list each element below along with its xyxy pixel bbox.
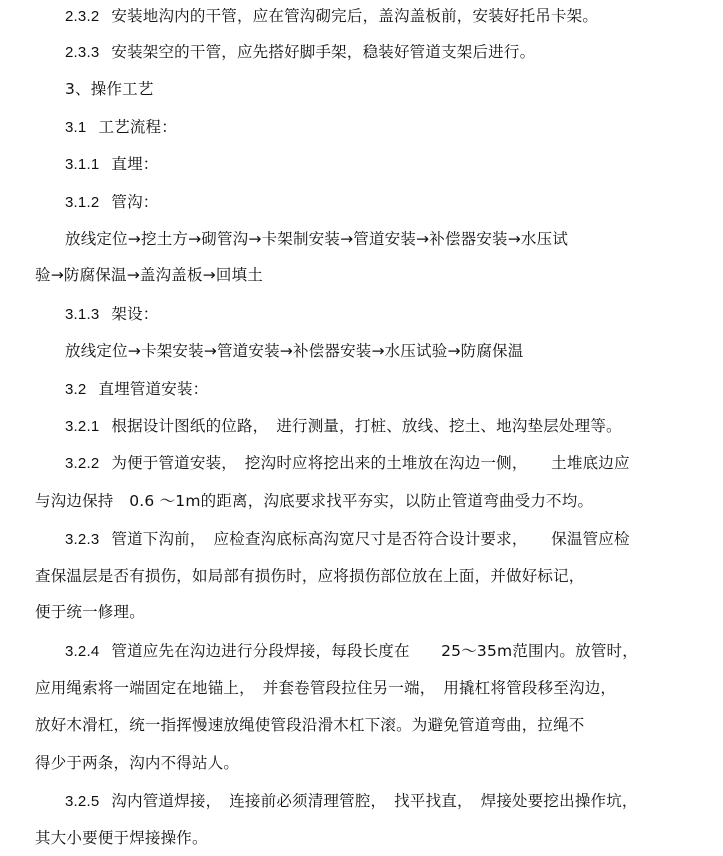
clause-number: 3.2.1 bbox=[65, 418, 100, 435]
section-heading bbox=[65, 79, 154, 99]
line-3-2-2-continued bbox=[35, 491, 593, 511]
clause-number: 3.2.3 bbox=[65, 531, 100, 548]
clause-text: 管沟： bbox=[111, 193, 159, 211]
clause-number: 3.2.5 bbox=[65, 793, 100, 810]
clause-text: 沟内管道焊接， 连接前必须清理管腔， 找平找直， 焊接处要挖出操作坑， bbox=[111, 792, 638, 810]
line-3-2-4-continued bbox=[35, 753, 239, 773]
line-3-1-3 bbox=[65, 304, 158, 325]
line-3-2 bbox=[65, 379, 208, 400]
paragraph-text: 放线定位→挖土方→砌管沟→卡架制安装→管道安装→补偿器安装→水压试 bbox=[65, 230, 569, 248]
clause-text: 安装架空的干管，应先搭好脚手架，稳装好管道支架后进行。 bbox=[111, 43, 536, 61]
line-3-2-3 bbox=[65, 529, 630, 550]
line-3-2-2 bbox=[65, 453, 630, 474]
paragraph-text: 放好木滑杠，统一指挥慢速放绳使管段沿滑木杠下滚。为避免管道弯曲，拉绳不 bbox=[35, 716, 585, 734]
clause-number: 3.1 bbox=[65, 119, 87, 136]
clause-text: 为便于管道安装， 挖沟时应将挖出来的土堆放在沟边一侧， 土堆底边应 bbox=[111, 454, 630, 472]
process-flow-line bbox=[65, 341, 523, 361]
clause-number: 2.3.2 bbox=[65, 8, 100, 25]
clause-number: 3.1.2 bbox=[65, 194, 100, 211]
paragraph-text: 便于统一修理。 bbox=[35, 603, 145, 621]
line-3-2-5-continued bbox=[35, 828, 208, 848]
line-3-2-4-continued bbox=[35, 715, 585, 735]
clause-text: 管道下沟前， 应检查沟底标高沟宽尺寸是否符合设计要求， 保温管应检 bbox=[111, 530, 630, 548]
clause-number: 3.2.2 bbox=[65, 455, 100, 472]
clause-number: 3.1.3 bbox=[65, 306, 100, 323]
clause-text: 直埋： bbox=[111, 155, 159, 173]
clause-number: 2.3.3 bbox=[65, 44, 100, 61]
paragraph-text: 查保温层是否有损伤，如局部有损伤时，应将损伤部位放在上面，并做好标记， bbox=[35, 567, 585, 585]
line-3-1-1 bbox=[65, 154, 158, 175]
line-3-2-4-continued bbox=[35, 678, 616, 698]
paragraph-text: 验→防腐保温→盖沟盖板→回填土 bbox=[35, 266, 263, 284]
clause-number: 3.1.1 bbox=[65, 156, 100, 173]
clause-text: 根据设计图纸的位路， 进行测量，打桩、放线、挖土、地沟垫层处理等。 bbox=[111, 417, 622, 435]
clause-text: 管道应先在沟边进行分段焊接，每段长度在 25～35m范围内。放管时， bbox=[111, 642, 638, 660]
line-3-1 bbox=[65, 117, 177, 138]
paragraph-text: 其大小要便于焊接操作。 bbox=[35, 829, 208, 847]
line-3-1-2 bbox=[65, 192, 158, 213]
clause-text: 架设： bbox=[111, 305, 159, 323]
paragraph-text: 放线定位→卡架安装→管道安装→补偿器安装→水压试验→防腐保温 bbox=[65, 342, 524, 360]
clause-text: 工艺流程： bbox=[98, 118, 177, 136]
paragraph-text: 与沟边保持 0.6 ～1m的距离，沟底要求找平夯实，以防止管道弯曲受力不均。 bbox=[35, 492, 594, 510]
clause-number: 3.2 bbox=[65, 381, 87, 398]
line-2-3-3 bbox=[65, 42, 535, 63]
line-3-2-3-continued bbox=[35, 566, 585, 586]
line-2-3-2 bbox=[65, 6, 598, 27]
process-flow-line bbox=[65, 229, 568, 249]
paragraph-text: 得少于两条，沟内不得站人。 bbox=[35, 754, 240, 772]
clause-text: 安装地沟内的干管，应在管沟砌完后，盖沟盖板前，安装好托吊卡架。 bbox=[111, 7, 599, 25]
line-3-2-5 bbox=[65, 791, 638, 812]
line-3-2-3-continued bbox=[35, 602, 145, 622]
paragraph-text: 应用绳索将一端固定在地锚上， 并套卷管段拉住另一端， 用撬杠将管段移至沟边， bbox=[35, 679, 617, 697]
line-3-2-1 bbox=[65, 416, 622, 437]
clause-text: 直埋管道安装： bbox=[98, 380, 209, 398]
line-3-2-4 bbox=[65, 641, 638, 662]
clause-number: 3.2.4 bbox=[65, 643, 100, 660]
section-heading-text: 3、操作工艺 bbox=[65, 80, 154, 98]
process-flow-line-continued bbox=[35, 265, 263, 285]
